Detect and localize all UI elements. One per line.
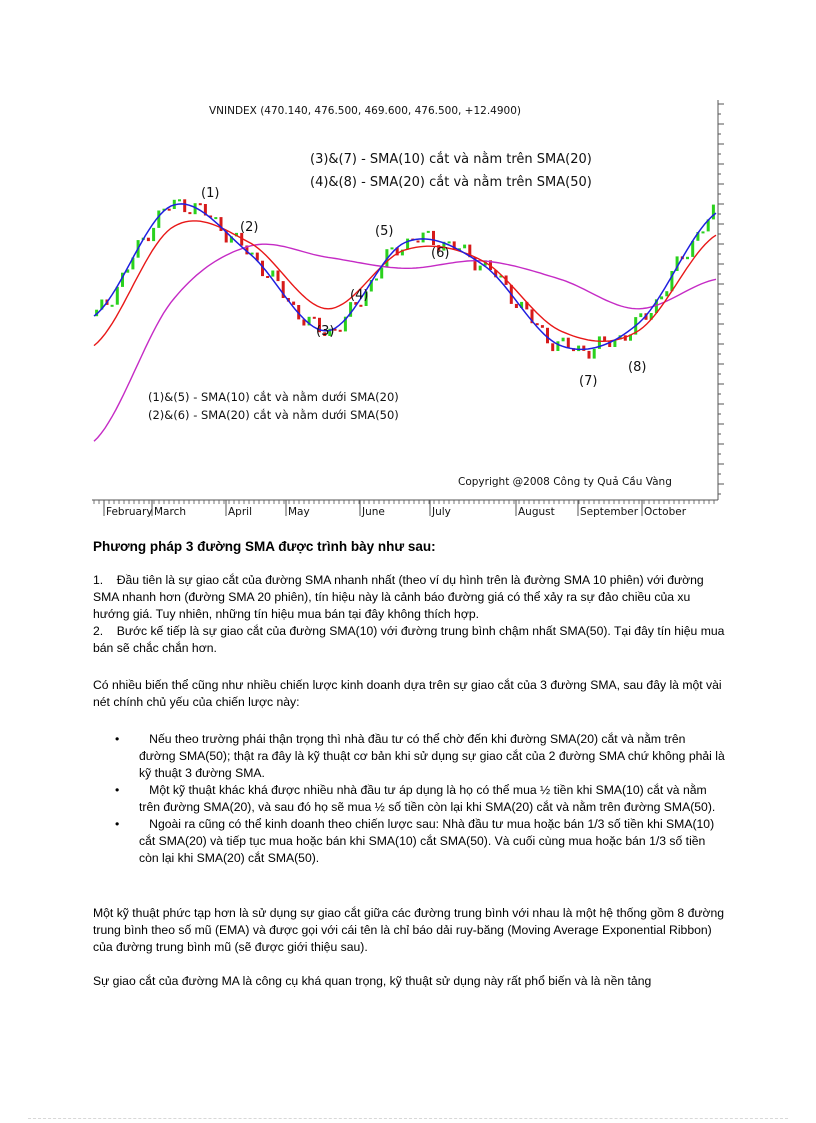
month-label: July bbox=[432, 506, 451, 518]
bullet-icon: • bbox=[115, 783, 120, 797]
list-item-text: Một kỹ thuật khác khá được nhiều nhà đầu tư áp dụng là họ có thể mua ½ tiền khi SMA(10) cắt và nằm trên đường SMA(20), và sau đó họ sẽ mua ½ số tiền còn lại khi SMA(20) cắt và nằm trên đường SMA(50). bbox=[139, 783, 716, 814]
candle-down bbox=[582, 346, 585, 351]
month-label: September bbox=[580, 506, 639, 518]
legend-upper-1: (3)&(7) - SMA(10) cắt và nằm trên SMA(20) bbox=[310, 152, 592, 167]
candle-down bbox=[199, 203, 202, 205]
candle-up bbox=[660, 296, 663, 299]
candle-up bbox=[479, 266, 482, 271]
candle-down bbox=[266, 276, 269, 278]
marker-4: (4) bbox=[350, 288, 369, 303]
candle-down bbox=[359, 305, 362, 307]
steps-block bbox=[93, 572, 728, 657]
candle-down bbox=[168, 209, 171, 211]
strategy-list bbox=[93, 731, 729, 867]
candle-up bbox=[665, 291, 668, 296]
vnindex-chart bbox=[88, 96, 732, 524]
candle-down bbox=[147, 238, 150, 241]
ema-block bbox=[93, 905, 725, 956]
last-block bbox=[93, 973, 725, 990]
page-footer-rule bbox=[28, 1118, 788, 1119]
time-axis-ticks bbox=[94, 500, 714, 504]
marker-7: (7) bbox=[579, 374, 598, 389]
legend-lower-2: (2)&(6) - SMA(20) cắt và nằm dưới SMA(50) bbox=[148, 408, 399, 422]
candle-up bbox=[562, 338, 565, 342]
candle-up bbox=[391, 247, 394, 249]
list-item-text: Ngoài ra cũng có thể kinh doanh theo chiến lược sau: Nhà đầu tư mua hoặc bán 1/3 số tiền khi SMA(10) cắt SMA(20) và tiếp tục mua hoặc bán khi SMA(10) cắt SMA(50). Và cuối cùng mua hoặc bán 1/3 số tiền còn lại khi SMA(20) cắt SMA(50). bbox=[139, 817, 718, 865]
month-label: August bbox=[518, 506, 555, 518]
bullet-icon: • bbox=[115, 732, 120, 746]
candle-down bbox=[417, 241, 420, 243]
marker-3: (3) bbox=[316, 324, 335, 339]
candle-down bbox=[541, 325, 544, 328]
candle-up bbox=[271, 271, 274, 277]
month-label: October bbox=[644, 506, 687, 518]
candle-down bbox=[292, 302, 295, 305]
candle-up bbox=[556, 341, 559, 351]
marker-6: (6) bbox=[431, 246, 450, 261]
candle-up bbox=[406, 239, 409, 250]
candle-down bbox=[339, 330, 342, 332]
candle-up bbox=[111, 305, 114, 307]
candle-up bbox=[152, 228, 155, 241]
month-label: March bbox=[154, 506, 187, 518]
candle-up bbox=[686, 257, 689, 259]
list-item bbox=[93, 731, 729, 782]
candle-up bbox=[639, 313, 642, 317]
price-axis-ticks bbox=[718, 104, 724, 494]
closing-paragraph: Sự giao cắt của đường MA là công cụ khá quan trọng, kỹ thuật sử dụng này rất phổ biến và là nền tảng bbox=[93, 974, 652, 988]
marker-5: (5) bbox=[375, 224, 394, 239]
month-label: June bbox=[362, 506, 385, 518]
candle-down bbox=[603, 336, 606, 341]
marker-8: (8) bbox=[628, 360, 647, 375]
chart-copyright: Copyright @2008 Công ty Quả Cầu Vàng bbox=[458, 476, 672, 488]
month-label: February bbox=[106, 506, 153, 518]
candle-up bbox=[427, 231, 430, 233]
sma10-line bbox=[94, 204, 716, 350]
candlesticks bbox=[95, 199, 715, 358]
candle-down bbox=[588, 351, 591, 359]
candle-down bbox=[313, 317, 316, 319]
intro-block bbox=[93, 677, 725, 711]
candle-down bbox=[277, 271, 280, 282]
step-1: 1. Đầu tiên là sự giao cắt của đường SMA nhanh nhất (theo ví dụ hình trên là đường SMA 10 phiên) với đường SMA nhanh hơn (đường SMA 20 phiên), tín hiệu này là cảnh báo đường giá có thể xảy ra sự đảo chiều của xu hướng giá. Tuy nhiên, những tín hiệu mua bán tại đây không thích hợp. bbox=[93, 573, 708, 621]
candle-up bbox=[593, 349, 596, 359]
legend-lower-1: (1)&(5) - SMA(10) cắt và nằm dưới SMA(20) bbox=[148, 390, 399, 404]
marker-2: (2) bbox=[240, 220, 259, 235]
candle-up bbox=[702, 231, 705, 233]
bullet-icon: • bbox=[115, 817, 120, 831]
candle-up bbox=[214, 217, 217, 219]
candle-up bbox=[380, 267, 383, 278]
ema-paragraph: Một kỹ thuật phức tạp hơn là sử dụng sự giao cắt giữa các đường trung bình với nhau là một hệ thống gồm 8 đường trung bình theo số mũ (EMA) và được gọi với cái tên là chỉ báo dải ruy-băng (Moving Average Exponential Ribbon) của đường trung bình mũ (sẽ được giới thiệu sau). bbox=[93, 906, 725, 954]
month-label: May bbox=[288, 506, 310, 518]
marker-1: (1) bbox=[201, 186, 220, 201]
candle-up bbox=[712, 205, 715, 220]
chart-title: VNINDEX (470.140, 476.500, 469.600, 476.500, +12.4900) bbox=[208, 105, 522, 117]
candle-up bbox=[422, 233, 425, 243]
section-heading: Phương pháp 3 đường SMA được trình bày như sau: bbox=[93, 539, 436, 554]
candle-up bbox=[375, 279, 378, 281]
candle-up bbox=[577, 346, 580, 352]
candle-down bbox=[183, 199, 186, 212]
month-label: April bbox=[228, 506, 252, 518]
candle-up bbox=[448, 241, 451, 243]
candle-down bbox=[567, 338, 570, 349]
candle-down bbox=[188, 212, 191, 214]
list-item-text: Nếu theo trường phái thận trọng thì nhà đầu tư có thể chờ đến khi đường SMA(20) cắt và nằm trên đường SMA(50); thật ra đây là kỹ thuật cơ bản khi sử dụng sự giao cắt của 2 đường SMA chứ không phải là kỹ thuật 3 đường SMA. bbox=[139, 732, 729, 780]
candle-down bbox=[515, 304, 518, 308]
candle-up bbox=[463, 245, 466, 249]
intro-paragraph: Có nhiều biến thể cũng như nhiều chiến lược kinh doanh dựa trên sự giao cắt của 3 đường SMA, sau đây là một vài nét chính chủ yếu của chiến lược này: bbox=[93, 678, 722, 709]
candle-up bbox=[178, 199, 181, 201]
candle-down bbox=[432, 231, 435, 245]
step-2: 2. Bước kế tiếp là sự giao cắt của đường SMA(10) với đường trung bình chậm nhất SMA(50). Tại đây tín hiệu mua bán sẽ chắc chắn hơn. bbox=[93, 624, 728, 655]
candle-up bbox=[157, 211, 160, 228]
list-item bbox=[93, 816, 725, 867]
candle-down bbox=[551, 343, 554, 351]
legend-upper-2: (4)&(8) - SMA(20) cắt và nằm trên SMA(50) bbox=[310, 175, 592, 190]
list-item bbox=[93, 782, 725, 816]
